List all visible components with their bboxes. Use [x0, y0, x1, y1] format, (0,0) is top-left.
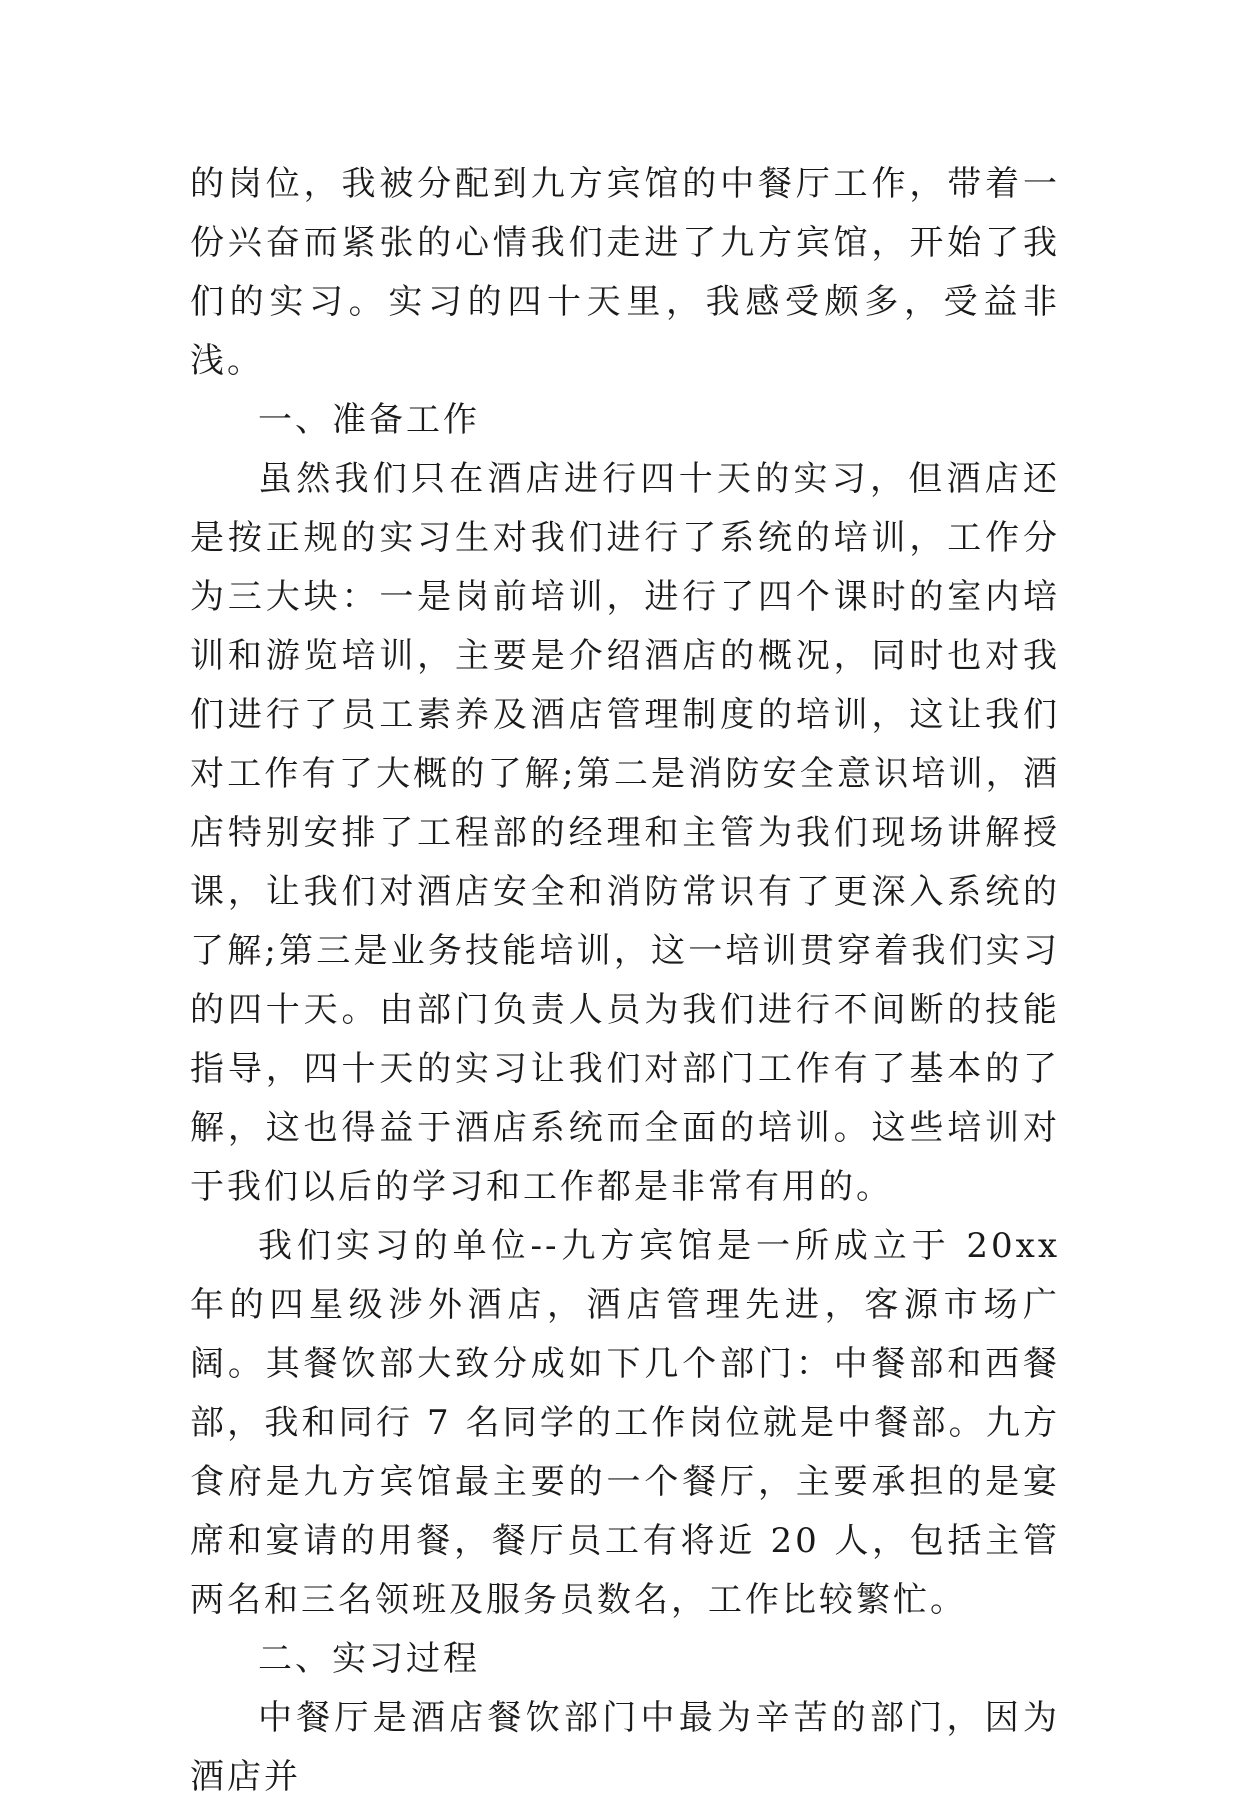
section-heading-process: 二、实习过程: [258, 1639, 480, 1679]
section-heading-preparation: 一、准备工作: [258, 400, 480, 440]
paragraph-continuation: 的岗位，我被分配到九方宾馆的中餐厅工作，带着一份兴奋而紧张的心情我们走进了九方宾馆，开始了我们的实习。实习的四十天里，我感受颇多，受益非浅。: [190, 164, 1060, 381]
paragraph-training: 虽然我们只在酒店进行四十天的实习，但酒店还是按正规的实习生对我们进行了系统的培训，工作分为三大块：一是岗前培训，进行了四个课时的室内培训和游览培训，主要是介绍酒店的概况，同时也对我们进行了员工素养及酒店管理制度的培训，这让我们对工作有了大概的了解;第二是消防安全意识培训，酒店特别安排了工程部的经理和主管为我们现场讲解授课，让我们对酒店安全和消防常识有了更深入系统的了解;第三是业务技能培训，这一培训贯穿着我们实习的四十天。由部门负责人员为我们进行不间断的技能指导，四十天的实习让我们对部门工作有了基本的了解，这也得益于酒店系统而全面的培训。这些培训对于我们以后的学习和工作都是非常有用的。: [190, 459, 1060, 1207]
document-body: [190, 155, 1060, 1807]
paragraph-restaurant: 中餐厅是酒店餐饮部门中最为辛苦的部门，因为酒店并: [190, 1698, 1060, 1797]
paragraph-hotel-intro: 我们实习的单位--九方宾馆是一所成立于 20xx 年的四星级涉外酒店，酒店管理先进，客源市场广阔。其餐饮部大致分成如下几个部门：中餐部和西餐部，我和同行 7 名同学的工作岗位就是中餐部。九方食府是九方宾馆最主要的一个餐厅，主要承担的是宴席和宴请的用餐，餐厅员工有将近 20 人，包括主管两名和三名领班及服务员数名，工作比较繁忙。: [190, 1226, 1060, 1620]
